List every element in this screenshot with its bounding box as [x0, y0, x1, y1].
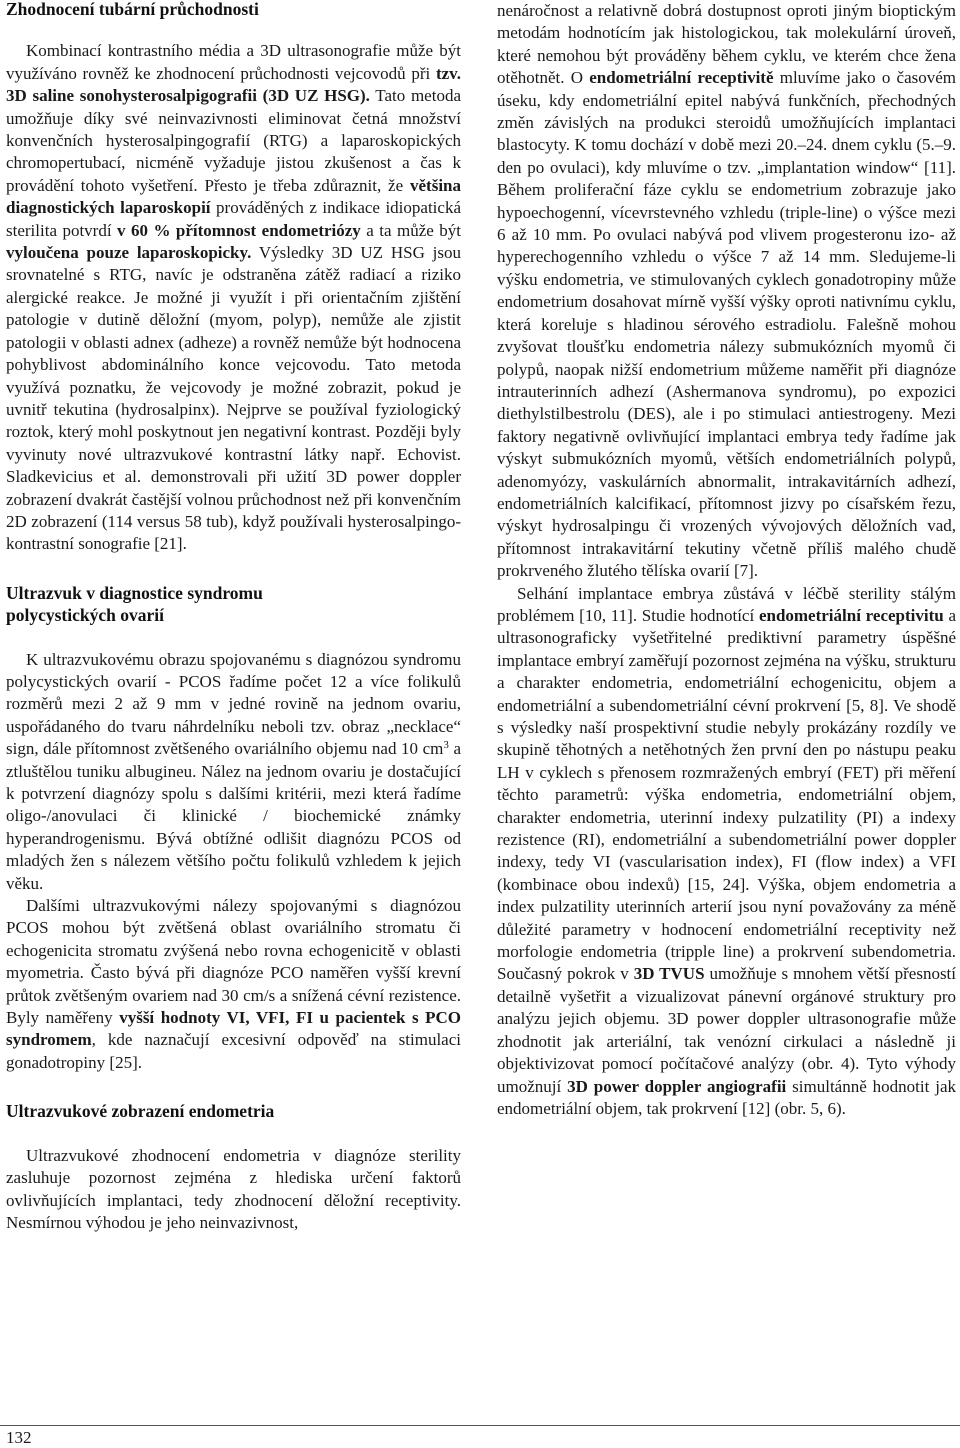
footer-divider	[0, 1425, 960, 1426]
page-number: 132	[6, 1428, 32, 1447]
paragraph-endometrial-receptivity	[497, 0, 956, 583]
heading-line: polycystických ovarií	[6, 605, 164, 626]
left-column	[6, 0, 461, 1234]
bold-text-run: 3D TVUS	[633, 964, 705, 984]
text-run: umožňuje s mnohem větší přesností detailně vyšetřit a vizualizovat pánevní orgánové struktury pro analýzu jejich objemu. 3D power doppler ultrasonografie může zhodnotit jak arteriální, tak venózní cirkulaci a následně ji objektivizovat pomocí počítačové analýzy (obr. 4). Tyto výhody umožnují	[497, 964, 957, 1096]
bold-text-run: vyšší hodnoty VI, VFI, FI u pacientek s PCO syndromem	[6, 1008, 462, 1050]
text-run: a ta může být	[360, 220, 461, 240]
bold-text-run: v 60 % přítomnost endometriózy	[117, 220, 361, 240]
text-run: Kombinací kontrastního média a 3D ultrasonografie může být využíváno rovněž ke zhodnocení průchodnosti vejcovodů při	[6, 41, 461, 83]
text-run: mluvíme jako o časovém úseku, kdy endometriální epitel nabývá funkčních, přechodných změn závislých na produkci steroidů umožňujících implantaci blastocyty. K tomu dochází v době mezi 20.–24. dnem cyklu (5.–9. den po ovulaci), kdy mluvíme o tzv. „implantation window“ [11]. Během proliferační fáze cyklu se endometrium zobrazuje jako hypoechogenní, vícevrstevného vzhledu (triple-line) o výšce mezi 6 až 10 mm. Po ovulaci nabývá pod vlivem progesteronu izo- až hyperechogenního vzhledu o výšce 7 až 14 mm. Sledujeme-li výšku endometria, ve stimulovaných cyklech gonadotropiny může endometrium dosahovat mírně vyšší výšky oproti nativnímu cyklu, která koreluje s hladinou sérového estradiolu. Falešně mohou zvyšovat tloušťku endometria nálezy submukózních myomů či polypů, naopak nižší endometrium můžeme naměřit při diagnóze intrauterinních adhezí (Ashermanova syndromu), po expozici diethylstilbestrolu (DES), ale i po stimulaci antiestrogeny. Mezi faktory negativně ovlivňující implantaci embrya tedy řadíme jak výskyt submukózních myomů, větších endometriálních polypů, adenomyózy, vaskulárních abnormalit, intrakavitárních adhezí, endometriálních kalcifikací, přítomnost jizvy po císařském řezu, výskyt hydrosalpingu či vrozených vývojových děložních vad, přítomnost intrakavitární tekutiny včetně příliš malého chudě prokrveného žlutého tělíska ovarií [7].	[497, 68, 956, 581]
text-run: Dalšími ultrazvukovými nálezy spojovanými s diagnózou PCOS mohou být zvětšená oblast ovariálního stromatu či echogenicita stromatu zvýšená nebo rovna echogenicitě v oblasti myometria. Často bývá při diagnóze PCO naměřen vyšší krevní průtok zvětšeným ovariem nad 30 cm/s a snížená cévní rezistence. Byly naměřeny	[6, 896, 461, 1028]
paragraph-endometrium-intro: Ultrazvukové zhodnocení endometria v diagnóze sterility zasluhuje pozornost zejména z hlediska určení faktorů ovlivňujících implantaci, tedy zhodnocení děložní receptivity. Nesmírnou výhodou je jeho neinvazivnost,	[6, 1145, 461, 1232]
bold-text-run: vyloučena pouze laparoskopicky.	[6, 243, 252, 263]
superscript: 3	[443, 739, 449, 752]
bold-text-run: endometriální receptivitu	[758, 605, 944, 625]
bold-text-run: většina diagnostických laparoskopií	[6, 175, 461, 218]
section-heading-pcos	[6, 582, 461, 627]
heading-line: Ultrazvuk v diagnostice syndromu	[6, 582, 263, 603]
text-run: , kde naznačují excesivní odpověď na stimulaci gonadotropiny [25].	[6, 1030, 461, 1072]
paragraph-implantation-failure	[497, 583, 956, 1121]
text-run: Tato metoda umožňuje díky své neinvazivnosti eliminovat četná množství konvenčních hysterosalpingografií (RTG) a laparoskopických chromopertubací, nicméně vyžaduje jistou zkušenost a čas k provádění tohoto vyšetření. Přesto je třeba zdůraznit, že	[6, 86, 461, 195]
paragraph-pcos-criteria	[6, 649, 461, 895]
paragraph-pcos-findings	[6, 895, 461, 1074]
text-run: Selhání implantace embrya zůstává v léčbě sterility stálým problémem [10, 11]. Studie hodnotící	[497, 583, 956, 625]
bold-text-run: tzv. 3D saline sonohysterosalpigografii (3D UZ HSG).	[6, 63, 461, 106]
paragraph-tubal-patency	[6, 40, 461, 555]
text-run: prováděných z indikace idiopatická sterilita potvrdí	[6, 198, 461, 240]
text-run: simultánně hodnotit jak endometriální objem, tak prokrvení [12] (obr. 5, 6).	[497, 1076, 956, 1118]
bold-text-run: 3D power doppler angiografii	[567, 1076, 787, 1096]
text-run: a ztluštělou tuniku albugineu. Nález na jednom ovariu je dostačující k potvrzení diagnózy spolu s dalšími kritérii, mezi která řadíme oligo-/anovulaci či klinické / biochemické známky hyperandrogenismu. Bývá obtížné odlišit diagnózu PCOS od mladých žen s nálezem většího počtu folikulů vzhledem k jejich věku.	[6, 739, 462, 893]
text-run: a ultrasonograficky vyšetřitelné prediktivní parametry úspěšné implantace embryí zaměřují pozornost zejména na výšku, strukturu a charakter endometria, endometriální echogenicitu, objem a endometriální a subendometriální cévní prokrvení [5, 8]. Ve shodě s výsledky naší prospektivní studie nebyly prokázány rozdíly ve skupině těhotných a netěhotných žen první den po nástupu peaku LH v cyklech s přenosem rozmražených embryí (FET) při měření těchto parametrů: výška endometria, endometriální objem, charakter endometria, uterinní indexy pulzatility (PI) a indexy rezistence (RI), endometriální a subendometriální power doppler indexy, tedy VI (vascularisation index), FI (flow index) a VFI (kombinace obou indexů) [15, 24]. Výška, objem endometria a index pulzatility uterinních arterií jsou nyní považovány za méně důležité parametry v hodnocení endometriální receptivity než morfologie endometria (tripple line) a prokrvení subendometria. Současný pokrok v	[497, 605, 956, 984]
bold-text-run: endometriální receptivitě	[589, 68, 774, 88]
right-column	[497, 0, 956, 1120]
text-run: Výsledky 3D UZ HSG jsou srovnatelné s RTG, navíc je odstraněna zátěž radiací a riziko alergické reakce. Je možné ji využít i při orientačním zjištění patologie v dutině děložní (myom, polyp), nemůže ale zjistit patologii v oblasti adnex (adheze) a rovněž nemůže být hodnocena pohyblivost abdominálního konce vejcovodu. Tato metoda využívá poznatku, že vejcovody je možné zobrazit, pokud je uvnitř tekutina (hydrosalpinx). Nejprve se používal fyziologický roztok, který mohl poskytnout jen negativní kontrast. Později byly vyvinuty nové ultrazvukové kontrastní látky např. Echovist. Sladkevicius et al. demonstrovali při užití 3D power doppler zobrazení dvakrát častější volnou průchodnost než při konvenčním 2D zobrazení (114 versus 58 tub), když používali hysterosalpingo-kontrastní sonografie [21].	[6, 243, 462, 554]
section-heading-endometrium: Ultrazvukové zobrazení endometria	[6, 1101, 275, 1122]
text-run: K ultrazvukovému obrazu spojovanému s diagnózou syndromu polycystických ovarií - PCOS řadíme počet 12 a více folikulů rozměrů mezi 2 až 9 mm v jedné rovině na jednom ovariu, uspořádaného do tvaru náhrdelníku neboli tzv. obraz „necklace“ sign, dále přítomnost zvětšeného ovariálního objemu nad 10 cm	[6, 649, 461, 759]
text-run: nenáročnost a relativně dobrá dostupnost oproti jiným bioptickým metodám hodnotícím jak histologickou, tak molekulární úroveň, které nemohou být prováděny během cyklu, ve kterém chce žena otěhotnět. O	[497, 1, 956, 88]
section-heading-tubal-patency: Zhodnocení tubární průchodnosti	[6, 0, 259, 19]
